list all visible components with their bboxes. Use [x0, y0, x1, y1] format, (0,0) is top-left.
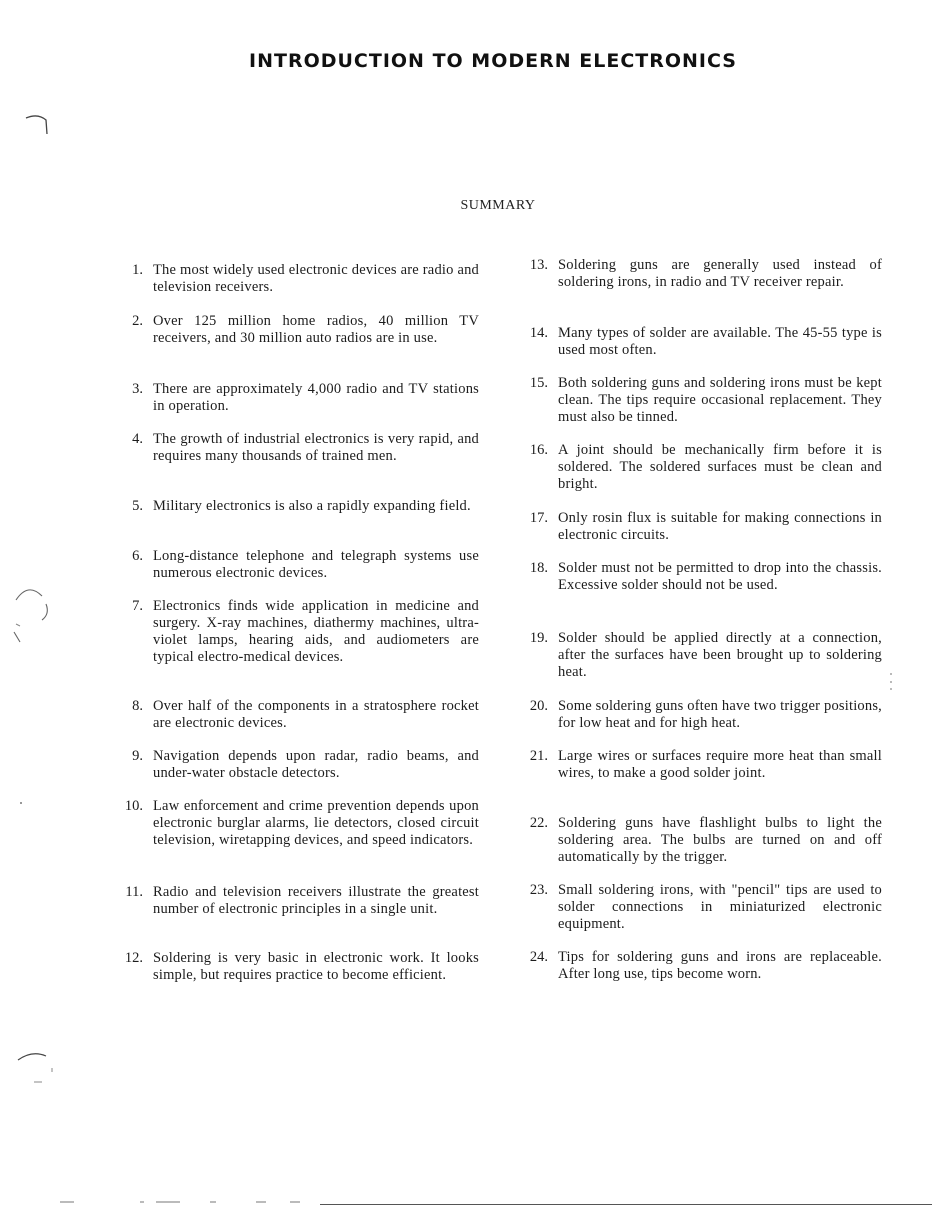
item-number: 3. — [132, 381, 143, 397]
item-text: Radio and television receivers illustrate the greatest number of electronic principles in a single unit. — [153, 884, 479, 917]
item-text: Only rosin flux is suitable for making connections in electronic circuits. — [558, 510, 882, 543]
item-number: 10. — [124, 798, 143, 814]
scan-mark-bottom — [14, 1046, 58, 1090]
item-text: There are approximately 4,000 radio and TV stations in operation. — [153, 381, 479, 414]
scan-speck — [18, 800, 24, 806]
item-number: 5. — [132, 498, 143, 514]
list-item — [104, 598, 479, 666]
item-number: 2. — [132, 313, 143, 329]
scan-mark-top — [24, 112, 54, 138]
item-number: 14. — [529, 325, 548, 341]
item-number: 15. — [529, 375, 548, 391]
list-item — [510, 510, 882, 544]
item-text: Electronics finds wide application in medicine and surgery. X-ray machines, diathermy machines, ultra-violet lamps, hearing aids, and audiometers are typical electro-medical devices. — [153, 598, 479, 665]
item-text: Navigation depends upon radar, radio beams, and under-water obstacle detectors. — [153, 748, 479, 781]
list-item — [510, 375, 882, 426]
list-item — [510, 882, 882, 933]
list-item — [510, 815, 882, 866]
item-number: 4. — [132, 431, 143, 447]
item-text: Long-distance telephone and telegraph systems use numerous electronic devices. — [153, 548, 479, 581]
list-item — [104, 548, 479, 582]
item-text: Soldering is very basic in electronic work. It looks simple, but requires practice to become efficient. — [153, 950, 479, 983]
scan-speck — [888, 670, 894, 692]
list-item — [104, 884, 479, 918]
list-item — [104, 748, 479, 782]
bottom-rule — [320, 1204, 932, 1205]
item-number: 23. — [529, 882, 548, 898]
list-item — [104, 950, 479, 984]
list-item — [510, 325, 882, 359]
list-item — [104, 313, 479, 347]
list-item — [510, 748, 882, 782]
list-item — [510, 698, 882, 732]
item-text: Law enforcement and crime prevention depends upon electronic burglar alarms, lie detectors, closed circuit television, wiretapping devices, and speed indicators. — [153, 798, 479, 848]
section-heading: SUMMARY — [460, 198, 536, 213]
item-number: 20. — [529, 698, 548, 714]
item-text: The growth of industrial electronics is very rapid, and requires many thousands of trained men. — [153, 431, 479, 464]
list-item — [104, 498, 479, 515]
item-text: Soldering guns have flashlight bulbs to light the soldering area. The bulbs are turned on and off automatically by the trigger. — [558, 815, 882, 865]
item-text: Over 125 million home radios, 40 million TV receivers, and 30 million auto radios are in use. — [153, 313, 479, 346]
item-text: Solder must not be permitted to drop into the chassis. Excessive solder should not be used. — [558, 560, 882, 593]
scan-mark-middle — [6, 580, 52, 650]
item-text: Some soldering guns often have two trigger positions, for low heat and for high heat. — [558, 698, 882, 731]
item-number: 9. — [132, 748, 143, 764]
item-text: Both soldering guns and soldering irons must be kept clean. The tips require occasional replacement. They must also be tinned. — [558, 375, 882, 425]
item-text: Large wires or surfaces require more heat than small wires, to make a good solder joint. — [558, 748, 882, 781]
list-item — [510, 442, 882, 493]
list-item — [510, 257, 882, 291]
item-number: 11. — [125, 884, 143, 900]
item-text: Military electronics is also a rapidly expanding field. — [153, 498, 471, 514]
item-number: 7. — [132, 598, 143, 614]
item-text: The most widely used electronic devices are radio and television receivers. — [153, 262, 479, 295]
item-number: 18. — [529, 560, 548, 576]
bottom-dashes — [60, 1198, 320, 1206]
item-number: 24. — [529, 949, 548, 965]
item-number: 1. — [132, 262, 143, 278]
item-number: 17. — [529, 510, 548, 526]
item-text: Soldering guns are generally used instead of soldering irons, in radio and TV receiver repair. — [558, 257, 882, 290]
list-item — [104, 698, 479, 732]
item-number: 22. — [529, 815, 548, 831]
item-number: 8. — [132, 698, 143, 714]
item-number: 13. — [529, 257, 548, 273]
item-text: A joint should be mechanically firm before it is soldered. The soldered surfaces must be clean and bright. — [558, 442, 882, 492]
item-number: 21. — [529, 748, 548, 764]
list-item — [104, 798, 479, 849]
list-item — [510, 560, 882, 594]
item-number: 12. — [124, 950, 143, 966]
item-text: Solder should be applied directly at a connection, after the surfaces have been brought up to soldering heat. — [558, 630, 882, 680]
list-item — [510, 630, 882, 681]
item-number: 19. — [529, 630, 548, 646]
item-number: 16. — [529, 442, 548, 458]
item-text: Many types of solder are available. The 45-55 type is used most often. — [558, 325, 882, 358]
item-number: 6. — [132, 548, 143, 564]
list-item — [104, 381, 479, 415]
item-text: Small soldering irons, with "pencil" tips are used to solder connections in miniaturized electronic equipment. — [558, 882, 882, 932]
list-item — [510, 949, 882, 983]
list-item — [104, 431, 479, 465]
page-title: INTRODUCTION TO MODERN ELECTRONICS — [249, 50, 737, 72]
item-text: Tips for soldering guns and irons are replaceable. After long use, tips become worn. — [558, 949, 882, 982]
item-text: Over half of the components in a stratosphere rocket are electronic devices. — [153, 698, 479, 731]
list-item — [104, 262, 479, 296]
